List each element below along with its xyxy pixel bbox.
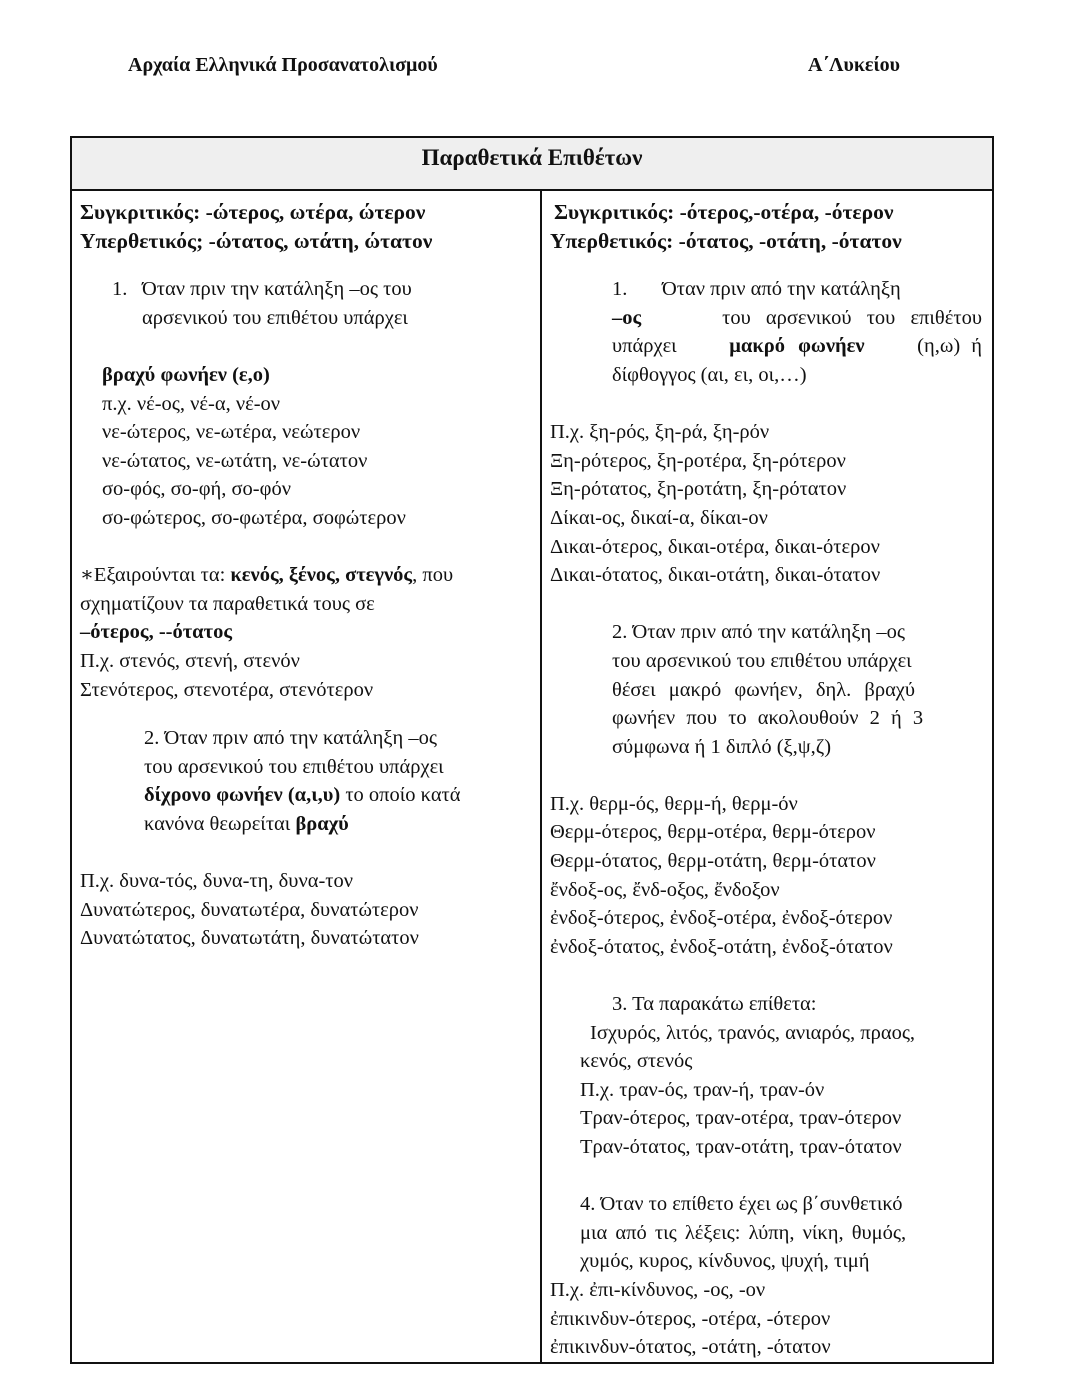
rule-text: Όταν πριν από την κατάληξη [662,278,901,301]
rule-text: του αρσενικού του επιθέτου υπάρχει [144,755,444,778]
example-line: Π.χ. ἐπι-κίνδυνος, -ος, -ον [550,1278,766,1301]
example-line: Ξη-ρότερος, ξη-ροτέρα, ξη-ρότερον [550,449,846,472]
rule-text: σύμφωνα ή 1 διπλό (ξ,ψ,ζ) [612,735,832,758]
comparison-table [70,136,994,1364]
rule-bold: βραχύ [295,812,349,835]
example-line: ἐπικινδυν-ότερος, -οτέρα, -ότερον [550,1307,831,1330]
rule-bold: –ος [612,306,642,329]
exception-intro: ∗Εξαιρούνται τα: [80,564,231,587]
rule-text-start: κανόνα θεωρείται [144,812,296,835]
example-line: σο-φός, σο-φή, σο-φόν [102,478,291,501]
rule-text: μια από τις λέξεις: λύπη, νίκη, θυμός, [580,1221,907,1244]
example-line: Π.χ. τραν-ός, τραν-ή, τραν-όν [580,1078,825,1101]
example-line: Τραν-ότερος, τραν-οτέρα, τραν-ότερον [580,1107,902,1130]
rule-text: Ισχυρός, λιτός, τρανός, ανιαρός, πραος, [590,1021,916,1044]
example-line: νε-ώτατος, νε-ωτάτη, νε-ώτατον [102,449,368,472]
rule-text: αρσενικού του επιθέτου υπάρχει [142,306,408,329]
exception-line: σχηματίζουν τα παραθετικά τους σε [80,592,375,615]
rule-text: κενός, στενός [580,1050,693,1073]
example-line: ἔνδοξ-ος, ἔνδ-οξος, ἔνδοξον [550,878,780,901]
rule-text: δίφθογγος (αι, ει, οι,…) [612,363,807,386]
rule-text [144,781,532,810]
rule-text: θέσει μακρό φωνήεν, δηλ. βραχύ [612,678,916,701]
exception-words: κενός, ξένος, στεγνός [230,564,413,587]
example-line: Τραν-ότατος, τραν-οτάτη, τραν-ότατον [580,1136,902,1158]
rule-number: 1. [112,278,128,301]
rule-bold: μακρό φωνήεν [729,335,865,358]
short-vowel-label: βραχύ φωνήεν (ε,ο) [102,363,270,386]
right-superlative-heading: Υπερθετικός: -ότατος, -οτάτη, -ότατον [550,228,902,253]
rule-text: 3. Τα παρακάτω επίθετα: [612,993,817,1016]
left-superlative-heading: Υπερθετικός; -ώτατος, ωτάτη, ώτατον [80,228,433,253]
exception-line [80,561,532,590]
example-line: Π.χ. ξη-ρός, ξη-ρά, ξη-ρόν [550,421,770,444]
left-rule-2 [80,724,532,838]
example-line: Δικαι-ότατος, δικαι-οτάτη, δικαι-ότατον [550,564,881,587]
rule-text: 4. Όταν το επίθετο έχει ως β΄συνθετικό [580,1193,903,1216]
example-line: νε-ώτερος, νε-ωτέρα, νεώτερον [102,421,361,444]
class-level: Α΄Λυκείου [808,54,901,76]
example-line: π.χ. νέ-ος, νέ-α, νέ-ον [102,392,281,415]
right-comparative-heading: Συγκριτικός: -ότερος,-οτέρα, -ότερον [554,200,894,224]
example-line: ἐνδοξ-ότερος, ἐνδοξ-οτέρα, ἐνδοξ-ότερον [550,907,893,930]
left-rule-1 [80,275,532,332]
left-comparative-heading: Συγκριτικός: -ώτερος, ωτέρα, ώτερον [80,200,426,224]
right-rule-2 [550,618,982,761]
right-column [550,198,982,1362]
rule-text: του αρσενικού του επιθέτου υπάρχει [612,649,912,672]
rule-text-rest: (η,ω) ή [917,335,982,358]
right-rule-3 [550,990,982,1162]
rule-text: 2. Όταν πριν από την κατάληξη –ος [144,727,437,750]
subject-title: Αρχαία Ελληνικά Προσανατολισμού [128,54,438,76]
example-line: ἐνδοξ-ότατος, ἐνδοξ-οτάτη, ἐνδοξ-ότατον [550,935,893,958]
example-line: Δίκαι-ος, δικαί-α, δίκαι-ον [550,506,768,529]
example-line: Δυνατώτατος, δυνατωτάτη, δυνατώτατον [80,927,419,950]
rule-text-rest: το οποίο κατά [340,784,461,807]
example-line: Π.χ. δυνα-τός, δυνα-τη, δυνα-τον [80,870,354,893]
rule-text [612,304,982,333]
left-column [80,198,532,953]
rule-text [144,810,532,839]
example-line: Θερμ-ότερος, θερμ-οτέρα, θερμ-ότερον [550,821,876,844]
rule-text: Όταν πριν την κατάληξη –ος του [142,278,412,301]
example-line: Δικαι-ότερος, δικαι-οτέρα, δικαι-ότερον [550,535,880,558]
rule-text: 2. Όταν πριν από την κατάληξη –ος [612,621,905,644]
right-rule-1 [550,275,982,304]
column-divider [540,191,542,1362]
rule-number: 1. [612,278,628,301]
rule-text-rest: του αρσενικού του επιθέτου [722,306,982,329]
example-line: Στενότερος, στενοτέρα, στενότερον [80,678,374,701]
exception-endings: –ότερος, --ότατος [80,621,232,644]
example-line: Ξη-ρότατος, ξη-ροτάτη, ξη-ρότατον [550,478,847,501]
table-title: Παραθετικά Επιθέτων [72,138,992,191]
rule-bold: δίχρονο φωνήεν (α,ι,υ) [144,784,341,807]
rule-text: χυμός, κυρος, κίνδυνος, ψυχή, τιμή [580,1250,870,1273]
exception-rest: , που [412,564,454,587]
example-line: Π.χ. θερμ-ός, θερμ-ή, θερμ-όν [550,792,798,815]
rule-text [612,332,982,361]
example-line: Θερμ-ότατος, θερμ-οτάτη, θερμ-ότατον [550,850,876,873]
example-line: Δυνατώτερος, δυνατωτέρα, δυνατώτερον [80,898,419,921]
example-line: σο-φώτερος, σο-φωτέρα, σοφώτερον [102,506,406,529]
rule-text: φωνήεν που το ακολουθούν 2 ή 3 [612,707,924,730]
example-line: ἐπικινδυν-ότατος, -οτάτη, -ότατον [550,1336,831,1359]
example-line: Π.χ. στενός, στενή, στενόν [80,649,300,672]
rule-text-start: υπάρχει [612,335,677,358]
right-rule-4 [550,1190,982,1276]
